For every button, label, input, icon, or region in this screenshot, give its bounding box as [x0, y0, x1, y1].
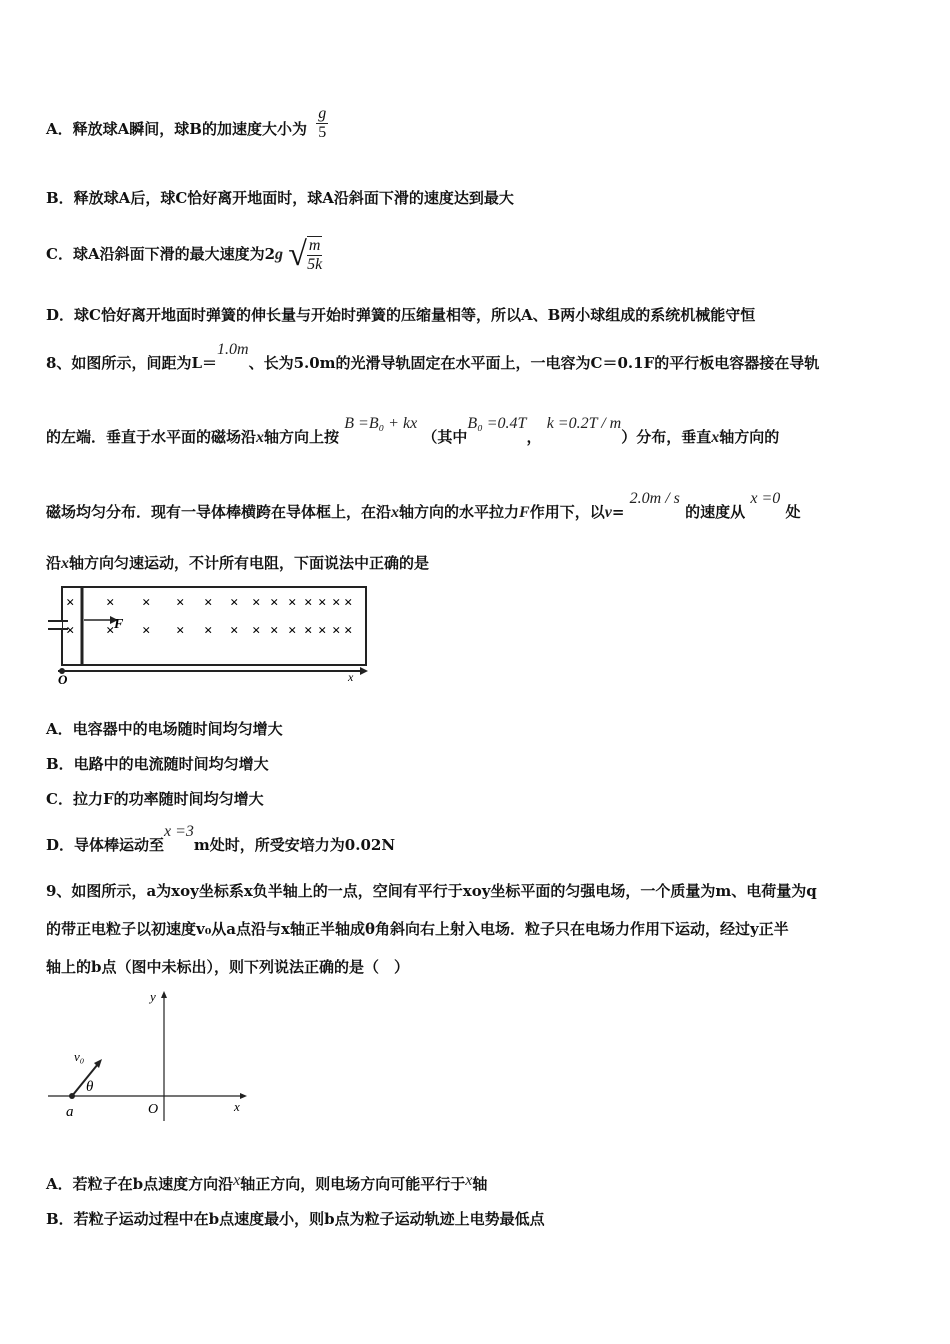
field-cross: ×	[106, 595, 115, 611]
field-cross: ×	[344, 623, 353, 639]
field-cross: ×	[318, 595, 327, 611]
field-cross: ×	[230, 595, 239, 611]
q8-rail-figure	[44, 585, 370, 685]
field-cross: ×	[252, 623, 261, 639]
q8-option-d: D．导体棒运动至x =3m处时，所受安培力为0.02N	[46, 823, 396, 854]
q8-stem-line2: 的左端．垂直于水平面的磁场沿x轴方向上按 B =B₀ + kx （其中B₀ =0.4T， k =0.2T / m）分布，垂直x轴方向的	[46, 415, 780, 446]
y-axis-label: y	[150, 989, 156, 1004]
field-cross: ×	[270, 595, 279, 611]
x-axis-label: x	[348, 670, 354, 684]
origin-label: O	[148, 1102, 159, 1117]
field-cross: ×	[344, 595, 353, 611]
field-cross: ×	[288, 595, 297, 611]
q8-option-c: C．拉力F的功率随时间均匀增大	[46, 790, 264, 808]
q7-option-b: B．释放球A后，球C恰好离开地面时，球A沿斜面下滑的速度达到最大	[46, 189, 514, 207]
field-cross: ×	[106, 623, 115, 639]
q8-option-a: A．电容器中的电场随时间均匀增大	[46, 720, 283, 738]
q7-option-d: D．球C恰好离开地面时弹簧的伸长量与开始时弹簧的压缩量相等，所以A、B两小球组成的系统机械能守恒	[46, 306, 756, 324]
magnetic-field-crosses	[66, 595, 353, 639]
field-cross: ×	[66, 623, 75, 639]
field-cross: ×	[176, 623, 185, 639]
q9-coordinate-figure	[44, 985, 254, 1125]
field-cross: ×	[66, 595, 75, 611]
field-cross: ×	[176, 595, 185, 611]
field-cross: ×	[142, 595, 151, 611]
q8-option-b: B．电路中的电流随时间均匀增大	[46, 755, 269, 773]
q9-stem-line3: 轴上的b点（图中未标出），则下列说法正确的是（ ）	[46, 958, 409, 976]
velocity-vector	[72, 1064, 98, 1096]
field-cross: ×	[332, 623, 341, 639]
field-cross: ×	[270, 623, 279, 639]
force-label: F	[114, 617, 124, 632]
sqrt-m-over-5k: √ $\frac{m}{5k}$	[288, 236, 323, 273]
q8-stem-line4: 沿x轴方向匀速运动，不计所有电阻，下面说法中正确的是	[46, 554, 430, 572]
x-axis-label: x	[234, 1099, 240, 1114]
q9-option-a: A．若粒子在b点速度方向沿x轴正方向，则电场方向可能平行于x轴	[46, 1172, 488, 1193]
field-cross: ×	[204, 595, 213, 611]
field-cross: ×	[304, 595, 313, 611]
q9-stem-line2: 的带正电粒子以初速度v₀从a点沿与x轴正半轴成θ角斜向右上射入电场．粒子只在电场力作用下运动，经过y正半	[46, 920, 789, 938]
q9-stem-line1: 9、如图所示，a为xoy坐标系x负半轴上的一点，空间有平行于xoy坐标平面的匀强电场，一个质量为m、电荷量为q	[46, 882, 817, 900]
velocity-label: v₀	[74, 1049, 85, 1064]
fraction-g-over-5: $\frac{g}{5}$	[318, 104, 327, 141]
q8-stem-line1: 8、如图所示，间距为L＝1.0m、长为5.0m的光滑导轨固定在水平面上，一电容为C＝0.1F的平行板电容器接在导轨	[46, 341, 820, 372]
q7-option-c: C．球A沿斜面下滑的最大速度为2g √ $\frac{m}{5k}$	[46, 236, 323, 273]
q9-option-b: B．若粒子运动过程中在b点速度最小，则b点为粒子运动轨迹上电势最低点	[46, 1210, 545, 1228]
field-cross: ×	[230, 623, 239, 639]
field-cross: ×	[304, 623, 313, 639]
q7-option-a: A．释放球A瞬间，球B的加速度大小为 $\frac{g}{5}$	[46, 104, 327, 141]
field-cross: ×	[204, 623, 213, 639]
origin-label: O	[58, 672, 68, 685]
field-cross: ×	[318, 623, 327, 639]
angle-label: θ	[86, 1079, 94, 1095]
q8-stem-line3: 磁场均匀分布．现有一导体棒横跨在导体框上，在沿x轴方向的水平拉力F作用下，以v= 2.0m / s 的速度从 x =0 处	[46, 490, 801, 521]
field-cross: ×	[252, 595, 261, 611]
field-cross: ×	[142, 623, 151, 639]
field-cross: ×	[332, 595, 341, 611]
field-cross: ×	[288, 623, 297, 639]
point-a-label: a	[66, 1104, 74, 1120]
